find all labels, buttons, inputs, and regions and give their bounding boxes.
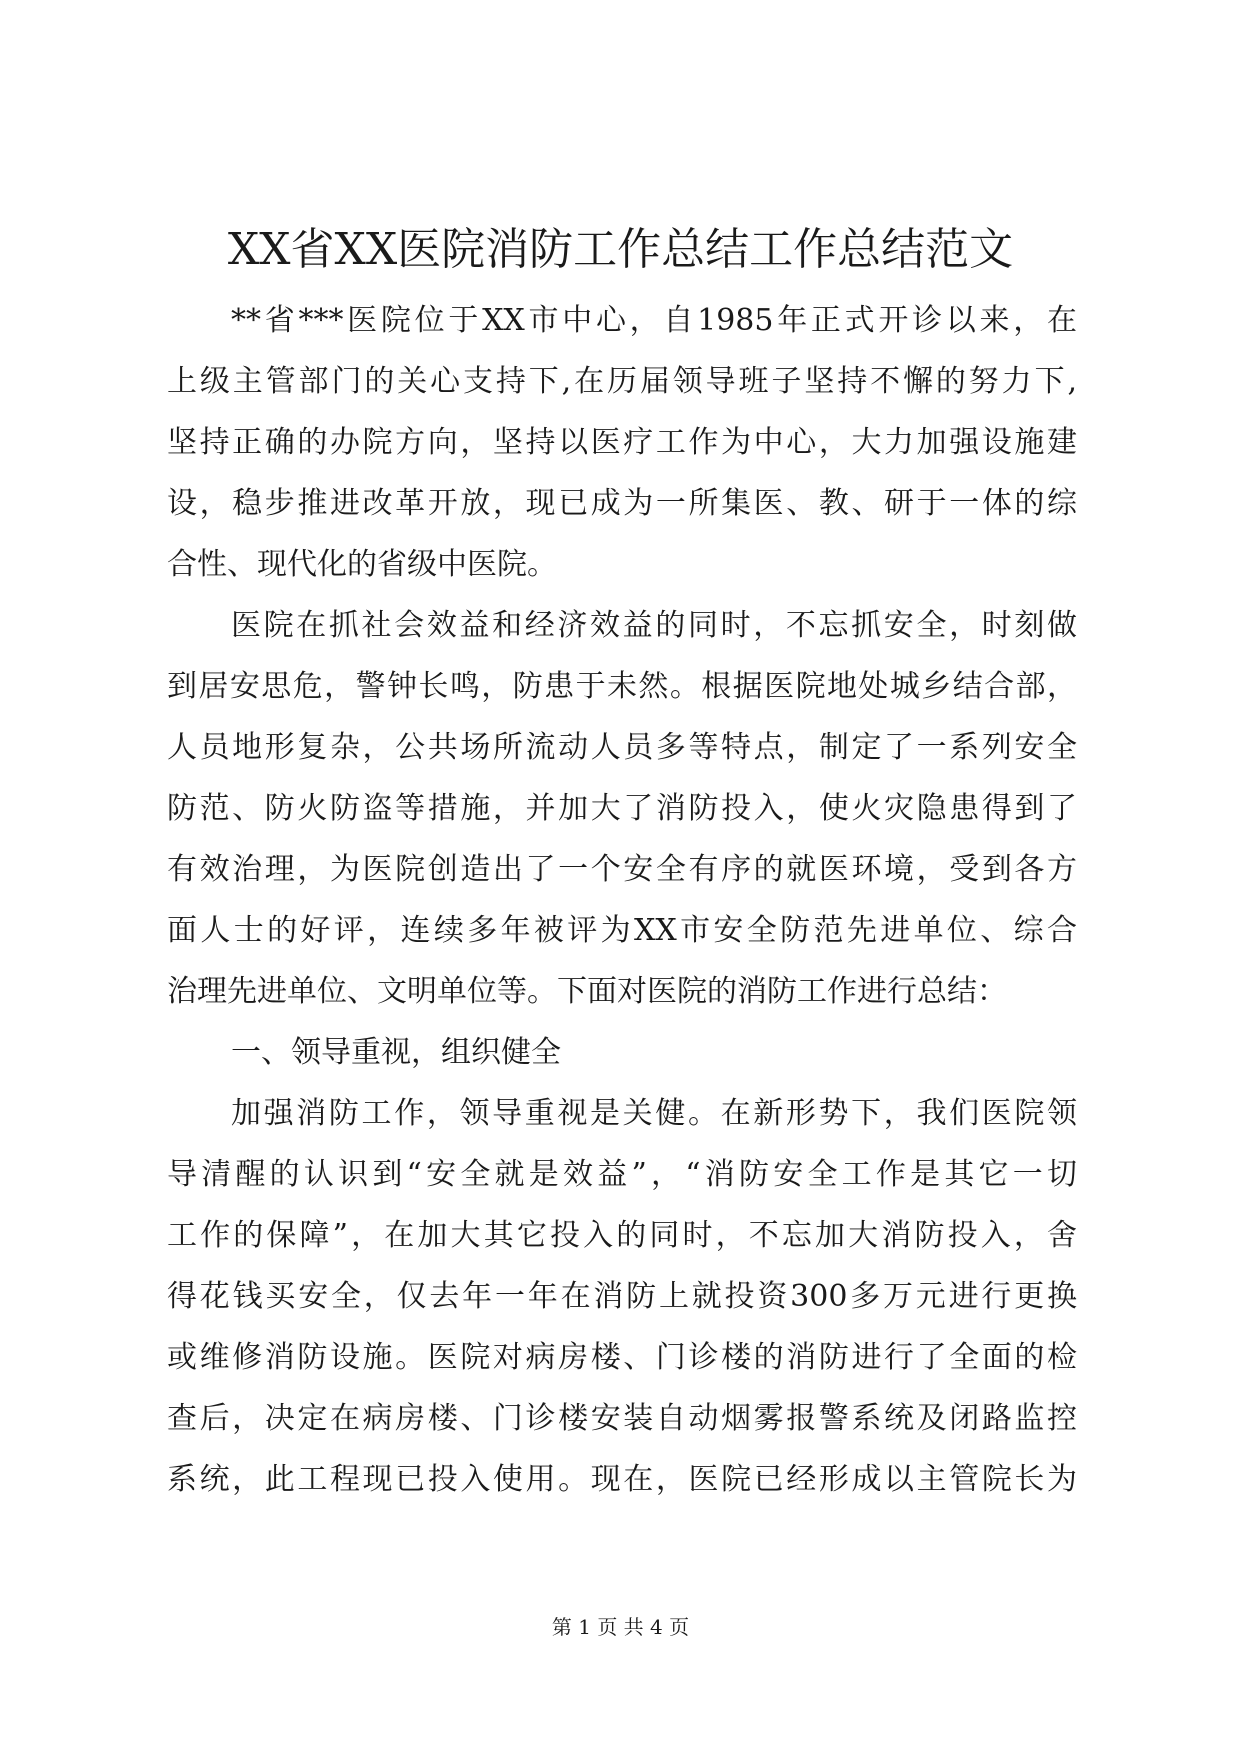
paragraph-line: 工作的保障”，在加大其它投入的同时，不忘加大消防投入，舍	[167, 1218, 1077, 1253]
paragraph-line: 坚持正确的办院方向，坚持以医疗工作为中心，大力加强设施建	[167, 425, 1077, 460]
paragraph-line: 上级主管部门的关心支持下,在历届领导班子坚持不懈的努力下,	[167, 364, 1077, 399]
paragraph-line: **省***医院位于XX市中心，自1985年正式开诊以来，在	[231, 303, 1077, 338]
paragraph-line: 设，稳步推进改革开放，现已成为一所集医、教、研于一体的综	[167, 486, 1077, 521]
paragraph-line: 得花钱买安全，仅去年一年在消防上就投资300多万元进行更换	[167, 1279, 1077, 1314]
paragraph-line: 治理先进单位、文明单位等。下面对医院的消防工作进行总结：	[167, 974, 1007, 1009]
document-title: XX省XX医院消防工作总结工作总结范文	[227, 224, 1014, 275]
paragraph-line: 到居安思危，警钟长鸣，防患于未然。根据医院地处城乡结合部，	[167, 669, 1077, 704]
paragraph-line: 合性、现代化的省级中医院。	[167, 547, 557, 582]
paragraph-line: 查后，决定在病房楼、门诊楼安装自动烟雾报警系统及闭路监控	[167, 1401, 1077, 1436]
document-body	[167, 290, 1077, 1510]
paragraph-line: 面人士的好评，连续多年被评为XX市安全防范先进单位、综合	[167, 913, 1077, 948]
paragraph-line: 防范、防火防盗等措施，并加大了消防投入，使火灾隐患得到了	[167, 791, 1077, 826]
section-heading: 一、领导重视，组织健全	[231, 1035, 561, 1070]
paragraph-line: 系统，此工程现已投入使用。现在，医院已经形成以主管院长为	[167, 1462, 1077, 1497]
paragraph-line: 有效治理，为医院创造出了一个安全有序的就医环境，受到各方	[167, 852, 1077, 887]
paragraph-line: 加强消防工作，领导重视是关健。在新形势下，我们医院领	[231, 1096, 1077, 1131]
paragraph-line: 人员地形复杂，公共场所流动人员多等特点，制定了一系列安全	[167, 730, 1077, 765]
paragraph-line: 或维修消防设施。医院对病房楼、门诊楼的消防进行了全面的检	[167, 1340, 1077, 1375]
paragraph-line: 医院在抓社会效益和经济效益的同时，不忘抓安全，时刻做	[231, 608, 1077, 643]
paragraph-line: 导清醒的认识到“安全就是效益”，“消防安全工作是其它一切	[167, 1157, 1077, 1192]
page-number-footer: 第 1 页 共 4 页	[551, 1615, 690, 1639]
